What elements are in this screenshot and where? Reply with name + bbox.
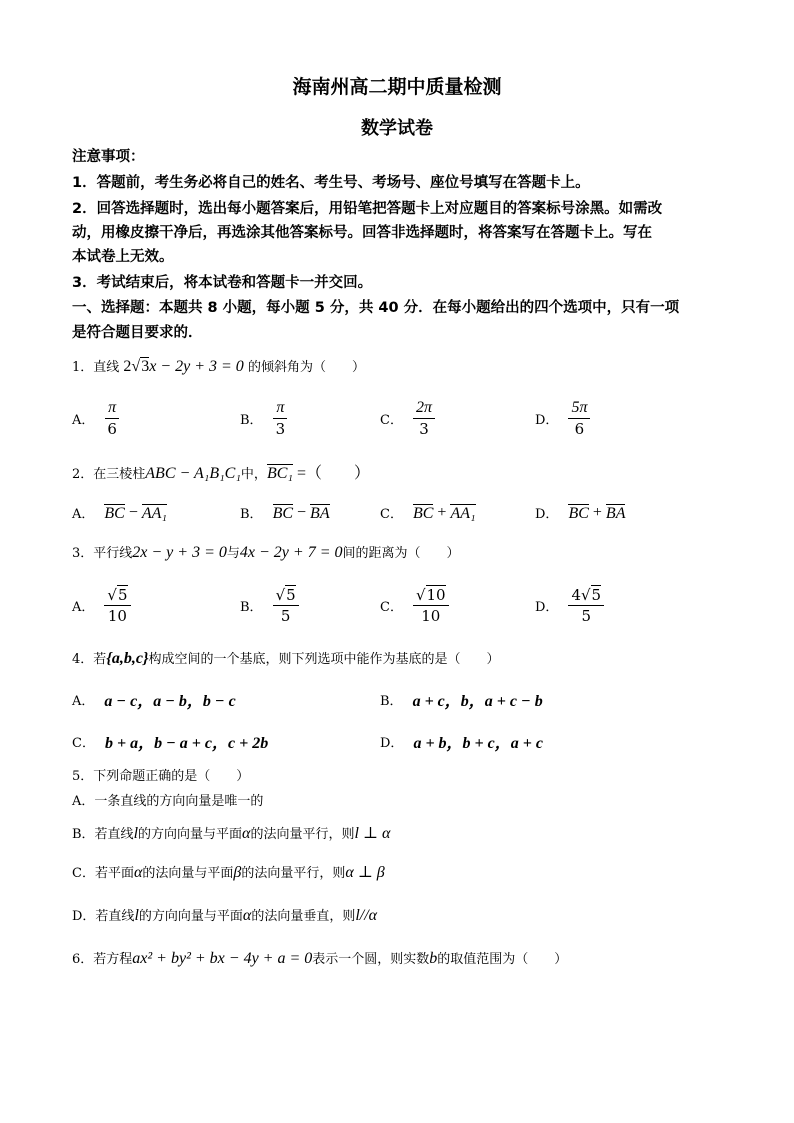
q2-prism: ABC − A₁B₁C₁ <box>145 465 241 482</box>
question-1 <box>72 356 365 376</box>
section-heading-line-2: 是符合题目要求的． <box>72 325 203 341</box>
exam-subtitle: 数学试卷 <box>361 118 433 139</box>
q5-option-b[interactable]: B．若直线l的方向向量与平面α的法向量平行，则l ⊥ α <box>72 825 391 842</box>
q4-option-d[interactable]: D． a + b，b + c，a + c <box>380 735 543 752</box>
q6-equation: ax² + by² + bx − 4y + a = 0 <box>132 950 313 967</box>
q2-option-b[interactable]: B． BC − BA <box>240 503 330 522</box>
q5-option-a[interactable]: A．一条直线的方向向量是唯一的 <box>72 794 264 809</box>
q3-option-d[interactable]: D． $\frac{4√5}{5}$ <box>535 585 604 626</box>
q3-option-b[interactable]: B． $\frac{√5}{5}$ <box>240 585 299 626</box>
q4-option-c[interactable]: C． b + a，b − a + c，c + 2b <box>72 735 269 752</box>
q4-option-a[interactable]: A． a − c，a − b，b − c <box>72 693 236 710</box>
q5-option-d[interactable]: D．若直线l的方向向量与平面α的法向量垂直，则l//α <box>72 907 378 924</box>
question-2: 2．在三棱柱ABC − A₁B₁C₁中，BC₁ =（ ） <box>72 465 370 482</box>
q1-option-d[interactable]: D． $\frac{5\pi}{6}$ <box>535 398 590 439</box>
q1-option-b[interactable]: B． $\frac{\pi}{3}$ <box>240 398 288 439</box>
q4-set: {a,b,c} <box>106 650 149 667</box>
q3-line-1: 2x − y + 3 = 0 <box>132 544 227 561</box>
question-4: 4．若{a,b,c}构成空间的一个基底，则下列选项中能作为基底的是（ ） <box>72 650 500 667</box>
q3-option-a[interactable]: A． $\frac{√5}{10}$ <box>72 585 131 626</box>
q1-prefix: 1．直线 <box>72 360 120 375</box>
section-heading-line-1: 一、选择题：本题共 8 小题，每小题 5 分，共 40 分．在每小题给出的四个选项中，只有一项 <box>72 300 680 316</box>
notice-item-2-line-2: 动，用橡皮擦干净后，再选涂其他答案标号。回答非选择题时，将答案写在答题卡上。写在 <box>72 225 652 241</box>
notice-item-2-line-1: 2．回答选择题时，选出每小题答案后，用铅笔把答题卡上对应题目的答案标号涂黑。如需改 <box>72 201 663 217</box>
q5-option-c[interactable]: C．若平面α的法向量与平面β的法向量平行，则α ⊥ β <box>72 864 385 881</box>
q4-option-b[interactable]: B． a + c，b，a + c − b <box>380 693 543 710</box>
q3-line-2: 4x − 2y + 7 = 0 <box>239 544 343 561</box>
q2-vector: BC₁ <box>266 465 293 482</box>
q2-option-c[interactable]: C． BC + AA₁ <box>380 503 476 522</box>
notice-item-2-line-3: 本试卷上无效。 <box>72 249 174 265</box>
notice-item-1: 1．答题前，考生务必将自己的姓名、考生号、考场号、座位号填写在答题卡上。 <box>72 175 590 191</box>
notice-heading: 注意事项： <box>72 149 145 165</box>
q3-option-c[interactable]: C． $\frac{√10}{10}$ <box>380 585 449 626</box>
question-5: 5．下列命题正确的是（ ） <box>72 769 250 784</box>
q1-equation: 2√3x − 2y + 3 = 0 <box>123 358 244 375</box>
q1-option-a[interactable]: A． $\frac{\pi}{6}$ <box>72 398 120 439</box>
q1-option-c[interactable]: C． $\frac{2\pi}{3}$ <box>380 398 435 439</box>
q2-option-a[interactable]: A． BC − AA₁ <box>72 503 167 522</box>
exam-title: 海南州高二期中质量检测 <box>292 76 502 98</box>
question-6: 6．若方程ax² + by² + bx − 4y + a = 0表示一个圆，则实数b的取值范围为（ ） <box>72 950 568 967</box>
q2-option-d[interactable]: D． BC + BA <box>535 503 626 522</box>
notice-item-3: 3．考试结束后，将本试卷和答题卡一并交回。 <box>72 275 373 291</box>
question-3: 3．平行线2x − y + 3 = 0与4x − 2y + 7 = 0间的距离为（ ） <box>72 544 460 561</box>
q1-suffix: 的倾斜角为（ ） <box>247 360 365 375</box>
